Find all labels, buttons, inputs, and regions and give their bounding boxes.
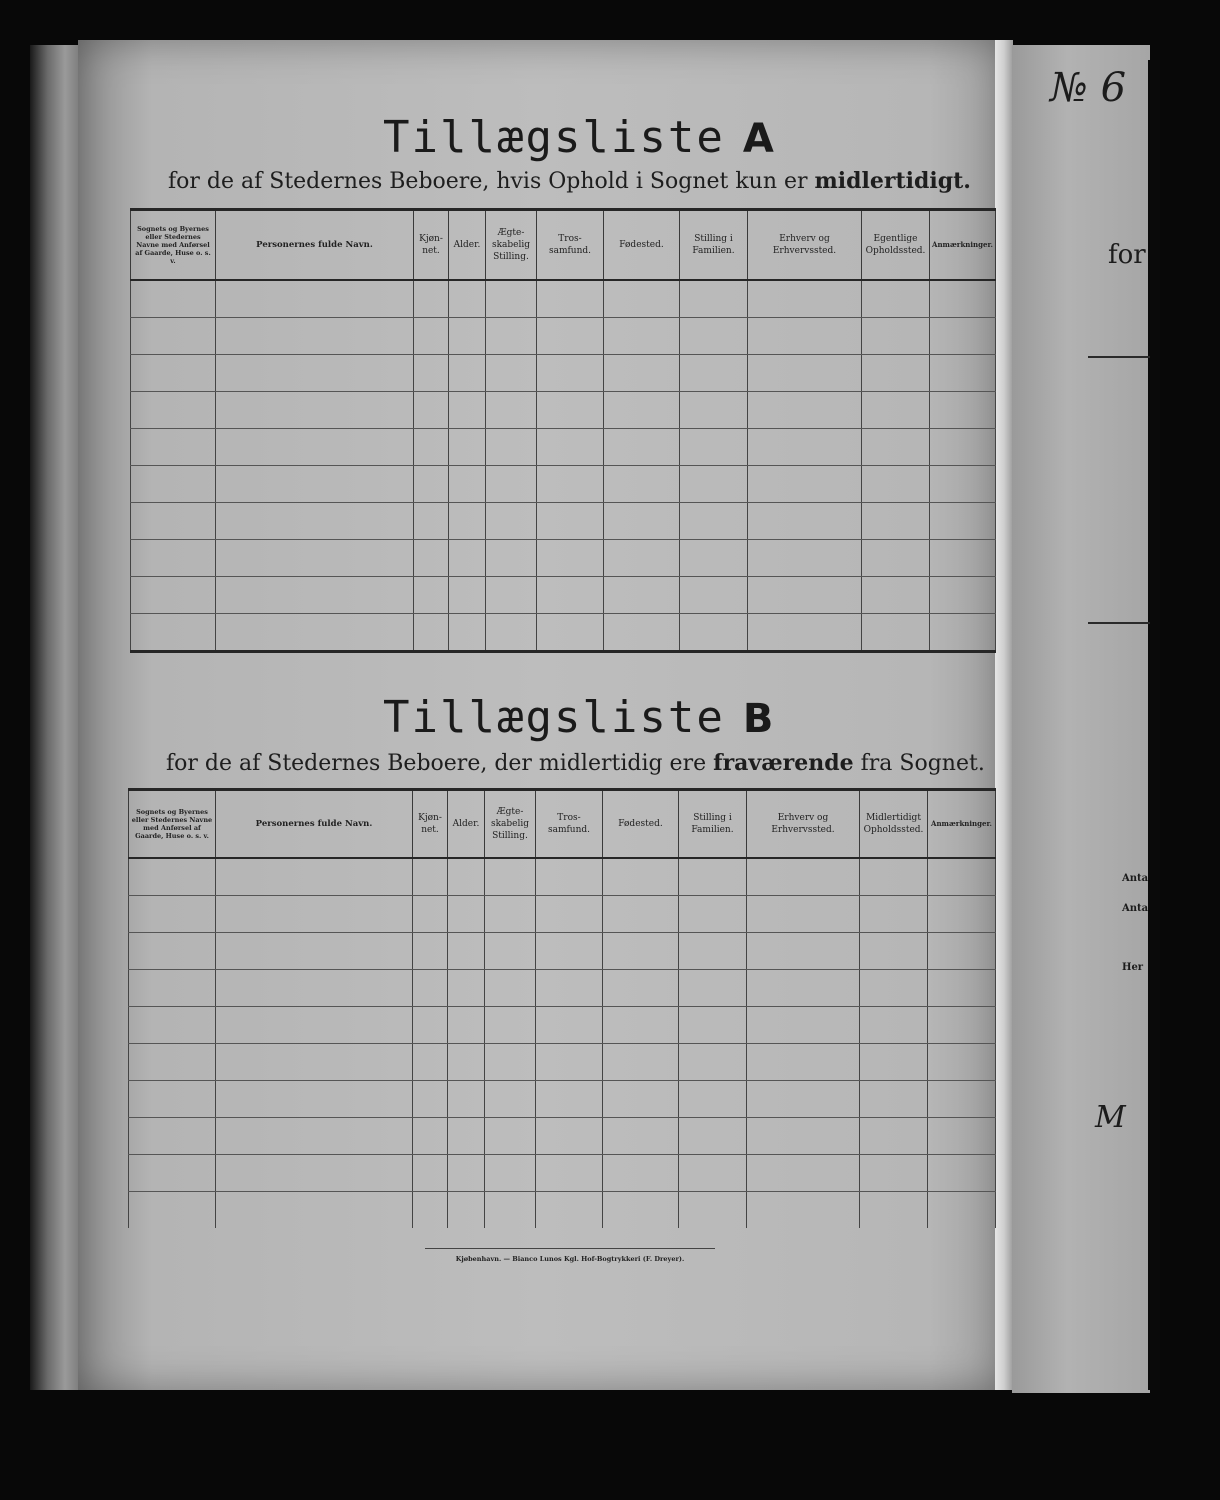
list-b-table-cell [448,1154,485,1191]
list-a-table [130,208,996,653]
list-b-table-cell [603,1117,679,1154]
list-b-table-cell [485,1117,536,1154]
list-a-table-cell [604,576,680,613]
page-gutter [995,40,1013,1390]
col-header-age: Alder. [449,210,486,280]
list-a-table-row [131,576,996,613]
right-page-signature: M [1095,1100,1126,1135]
list-a-table-cell [862,280,930,318]
list-b-table-cell [216,1080,413,1117]
list-a-table-row [131,317,996,354]
list-a-table-cell [414,502,449,539]
list-b-table-cell [860,1117,928,1154]
list-b-table-cell [129,858,216,896]
col-header-place: Sognets og Byernes eller Stedernes Navne med Anførsel af Gaarde, Huse o. s. v. [129,790,216,858]
list-b-table-cell [928,895,996,932]
list-b-table-cell [216,858,413,896]
list-b-table-cell [536,1080,603,1117]
list-a-table-cell [486,280,537,318]
list-b-table-cell [485,1191,536,1228]
list-a-table-cell [680,317,748,354]
list-a-table-cell [680,465,748,502]
col-header-family-position: Stilling i Familien. [679,790,747,858]
list-b-table-cell [129,969,216,1006]
list-b-table-cell [679,858,747,896]
list-b-table-cell [747,969,860,1006]
list-b-table-cell [448,1080,485,1117]
list-a-title-text: Tillægsliste [383,112,725,163]
list-b-table-cell [413,1117,448,1154]
list-b-table-cell [860,1080,928,1117]
list-a-table-cell [414,354,449,391]
list-b-table-cell [216,1006,413,1043]
right-page-edge [1148,60,1160,1390]
list-a-table-cell [748,280,862,318]
list-a-table-cell [537,317,604,354]
list-b-title-text: Tillægsliste [383,692,725,743]
list-a-table-cell [449,317,486,354]
list-b-table-cell [536,895,603,932]
list-a-table-row [131,391,996,428]
list-a-table-cell [604,502,680,539]
list-a-table-cell [131,391,216,428]
list-a-table-cell [680,391,748,428]
list-a-table-cell [414,280,449,318]
list-b-table-cell [928,1154,996,1191]
list-a-table-cell [680,576,748,613]
list-b-table-cell [860,932,928,969]
list-b-table-row [129,858,996,896]
list-a-table-cell [604,280,680,318]
list-a-table-cell [930,391,996,428]
list-a-table-cell [216,465,414,502]
list-b-table-cell [448,858,485,896]
list-a-table-cell [216,428,414,465]
list-b-table-cell [536,858,603,896]
list-a-table-cell [604,465,680,502]
list-a-table-cell [449,354,486,391]
list-a-table-row [131,613,996,651]
list-b-table-cell [603,969,679,1006]
list-b-table-cell [603,858,679,896]
list-a-table-cell [862,354,930,391]
list-a-table-cell [414,576,449,613]
col-header-full-name: Personernes fulde Navn. [216,790,413,858]
list-b-table-cell [485,1080,536,1117]
list-b-table-cell [747,1117,860,1154]
list-a-table-cell [449,539,486,576]
list-b-table-cell [413,895,448,932]
list-b-table-cell [928,1191,996,1228]
col-header-residence: Egentlige Opholdssted. [862,210,930,280]
list-a-table-cell [414,317,449,354]
list-a-table-cell [131,502,216,539]
list-b-table-cell [448,1117,485,1154]
col-header-age: Alder. [448,790,485,858]
list-a-subtitle [168,168,971,194]
list-a-table-cell [449,576,486,613]
right-page-rule-1 [1088,356,1150,358]
list-a-table-cell [930,613,996,651]
list-a-table-cell [930,539,996,576]
list-b-letter: B [742,696,776,742]
list-a-table-cell [486,613,537,651]
list-b-table-cell [216,1117,413,1154]
list-a-table-row [131,539,996,576]
list-b-table-cell [679,1154,747,1191]
list-b-table-cell [860,1043,928,1080]
list-a-table-cell [449,502,486,539]
list-a-table-cell [216,613,414,651]
list-b-table-cell [860,1191,928,1228]
list-a-table-cell [449,391,486,428]
list-b-table-cell [485,1043,536,1080]
list-a-table-cell [604,539,680,576]
list-a-table-cell [862,502,930,539]
list-b-table [128,788,996,1228]
list-b-table-cell [928,932,996,969]
list-a-table-cell [486,428,537,465]
list-a-table-cell [537,354,604,391]
list-b-table-cell [747,1154,860,1191]
list-b-table-cell [679,1043,747,1080]
list-b-table-cell [129,1154,216,1191]
list-a-table-cell [131,280,216,318]
list-a-table-cell [537,613,604,651]
list-a-table-row [131,502,996,539]
col-header-family-position: Stilling i Familien. [680,210,748,280]
list-b-table-cell [485,895,536,932]
list-b-table-cell [536,932,603,969]
list-a-table-cell [537,576,604,613]
list-a-title [383,112,776,163]
list-b-table-cell [603,1154,679,1191]
list-b-table-cell [216,1043,413,1080]
list-a-table-cell [486,391,537,428]
list-b-table-cell [536,1043,603,1080]
list-b-table-row [129,1154,996,1191]
list-a-table-cell [862,391,930,428]
col-header-sex: Kjøn-net. [413,790,448,858]
right-page-for-text: for [1108,240,1146,270]
list-b-table-row [129,1080,996,1117]
list-b-body [129,858,996,1228]
list-b-table-cell [129,932,216,969]
list-a-table-cell [131,317,216,354]
list-b-table-cell [129,1117,216,1154]
list-a-table-cell [604,354,680,391]
book-spine [30,45,80,1390]
list-a-table-cell [930,502,996,539]
list-a-table-cell [131,354,216,391]
list-a-table-row [131,428,996,465]
list-a-table-row [131,280,996,318]
list-b-table-row [129,1043,996,1080]
list-b-table-cell [413,1191,448,1228]
list-a-table-cell [930,465,996,502]
list-a-table-cell [131,539,216,576]
col-header-temporary-residence: Midlertidigt Opholdssted. [860,790,928,858]
list-a-table-cell [216,502,414,539]
list-a-table-cell [216,391,414,428]
list-a-table-cell [680,502,748,539]
list-a-table-cell [486,354,537,391]
list-b-header-row [129,790,996,858]
list-a-table-cell [216,539,414,576]
list-b-table-cell [928,1043,996,1080]
list-a-table-cell [680,613,748,651]
list-b-subtitle-bold: fraværende [713,750,854,776]
list-a-table-row [131,465,996,502]
list-b-table-cell [536,1154,603,1191]
list-a-table-cell [604,391,680,428]
list-a-table-cell [537,391,604,428]
list-b-table-cell [448,932,485,969]
right-page-label-3: Her [1122,962,1144,973]
list-b-table-row [129,895,996,932]
right-page-label-2: Anta [1122,903,1149,914]
list-a-table-cell [449,613,486,651]
list-a-table-cell [930,428,996,465]
list-b-subtitle-text: for de af Stedernes Beboere, der midlertidig ere [166,751,714,776]
list-b-table-row [129,969,996,1006]
list-a-table-cell [414,391,449,428]
list-a-table-cell [486,317,537,354]
list-b-table-cell [485,1006,536,1043]
list-b-table-cell [216,895,413,932]
list-b-table-cell [485,969,536,1006]
list-b-table-cell [603,932,679,969]
list-b-table-cell [413,1154,448,1191]
list-a-table-cell [414,613,449,651]
list-b-table-cell [485,858,536,896]
col-header-full-name: Personernes fulde Navn. [216,210,414,280]
list-b-table-cell [860,1154,928,1191]
list-a-table-cell [748,354,862,391]
list-b-table-cell [536,1117,603,1154]
list-b-table-cell [536,1006,603,1043]
list-a-table-cell [862,613,930,651]
list-a-table-cell [131,576,216,613]
list-b-table-cell [448,1043,485,1080]
list-b-table-row [129,932,996,969]
list-b-table-cell [448,1191,485,1228]
list-a-table-cell [862,428,930,465]
list-a-subtitle-text: for de af Stedernes Beboere, hvis Ophold i Sognet kun er [168,169,815,194]
col-header-religion: Tros-samfund. [537,210,604,280]
list-b-table-cell [129,1191,216,1228]
list-b-table-cell [679,1117,747,1154]
list-b-table-cell [603,1191,679,1228]
list-a-table-cell [748,428,862,465]
list-a-table-cell [748,317,862,354]
col-header-remarks: Anmærkninger. [928,790,996,858]
list-b-table-cell [860,895,928,932]
list-b-table-cell [860,969,928,1006]
list-b-title [383,692,775,743]
list-a-table-cell [131,465,216,502]
list-a-table-cell [131,428,216,465]
list-b-table-cell [747,1080,860,1117]
list-b-table-cell [129,1080,216,1117]
list-b-table-cell [747,895,860,932]
list-a-table-cell [414,539,449,576]
list-a-table-cell [930,280,996,318]
list-a-table-cell [216,576,414,613]
list-a-table-cell [604,317,680,354]
list-b-table-cell [448,895,485,932]
list-b-table-cell [413,1006,448,1043]
list-b-table-row [129,1117,996,1154]
list-b-table-cell [216,1191,413,1228]
list-a-body [131,280,996,652]
list-a-table-cell [930,576,996,613]
list-a-table-cell [537,539,604,576]
list-a-table-cell [449,280,486,318]
list-a-table-cell [930,354,996,391]
col-header-marital-status: Ægte-skabelig Stilling. [485,790,536,858]
list-b-table-cell [679,1191,747,1228]
list-a-table-cell [486,465,537,502]
list-b-table-cell [413,969,448,1006]
col-header-remarks: Anmærkninger. [930,210,996,280]
col-header-marital-status: Ægte-skabelig Stilling. [486,210,537,280]
list-b-table-cell [413,932,448,969]
list-a-table-cell [748,539,862,576]
list-a-table-cell [862,317,930,354]
list-a-table-cell [748,502,862,539]
list-b-table-cell [485,932,536,969]
list-b-table-cell [216,1154,413,1191]
list-b-table-cell [216,932,413,969]
list-a-header-row [131,210,996,280]
printer-imprint: Kjøbenhavn. — Bianco Lunos Kgl. Hof-Bogtrykkeri (F. Dreyer). [425,1248,715,1263]
right-page-number: № 6 [1050,65,1127,111]
right-page-rule-2 [1088,622,1150,624]
list-a-table-cell [604,613,680,651]
list-b-table-cell [747,1006,860,1043]
list-b-table-cell [603,1006,679,1043]
list-b-table-cell [928,1117,996,1154]
list-a-table-row [131,354,996,391]
list-b-table-cell [603,895,679,932]
list-a-letter: A [742,116,776,162]
list-b-subtitle [166,750,985,776]
list-a-table-cell [604,428,680,465]
list-b-table-cell [129,895,216,932]
list-b-table-cell [747,1191,860,1228]
list-a-table-cell [537,465,604,502]
col-header-birthplace: Fødested. [604,210,680,280]
list-a-table-cell [216,317,414,354]
list-b-table-row [129,1006,996,1043]
list-a-subtitle-bold: midlertidigt. [814,168,971,194]
list-b-table-cell [928,1006,996,1043]
col-header-occupation: Erhverv og Erhvervssted. [747,790,860,858]
list-a-table-cell [216,280,414,318]
list-b-table-cell [747,858,860,896]
list-b-table-cell [679,969,747,1006]
list-b-table-cell [448,1006,485,1043]
list-b-table-cell [928,1080,996,1117]
col-header-sex: Kjøn-net. [414,210,449,280]
list-b-table-cell [679,932,747,969]
list-b-table-cell [747,1043,860,1080]
list-a-table-cell [930,317,996,354]
list-b-table-cell [536,1191,603,1228]
list-a-table-cell [537,502,604,539]
list-a-table-cell [862,576,930,613]
list-a-table-cell [680,428,748,465]
col-header-birthplace: Fødested. [603,790,679,858]
list-b-table-cell [216,969,413,1006]
list-b-table-cell [129,1006,216,1043]
list-a-table-cell [680,539,748,576]
list-b-table-cell [860,1006,928,1043]
list-a-table-cell [748,613,862,651]
list-b-table-cell [679,1080,747,1117]
list-b-table-cell [413,858,448,896]
list-a-table-cell [486,502,537,539]
col-header-place: Sognets og Byernes eller Stedernes Navne med Anførsel af Gaarde, Huse o. s. v. [131,210,216,280]
list-b-table-cell [679,895,747,932]
list-b-table-cell [928,858,996,896]
list-a-table-cell [486,576,537,613]
list-a-table-cell [862,539,930,576]
list-a-table-cell [537,280,604,318]
list-a-table-cell [748,576,862,613]
col-header-occupation: Erhverv og Erhvervssted. [748,210,862,280]
right-page-label-1: Anta [1122,873,1149,884]
list-b-table-cell [860,858,928,896]
list-a-table-cell [680,354,748,391]
list-a-table-cell [414,465,449,502]
list-a-table-cell [680,280,748,318]
list-a-table-cell [862,465,930,502]
list-b-table-cell [928,969,996,1006]
list-b-table-cell [536,969,603,1006]
col-header-religion: Tros-samfund. [536,790,603,858]
list-a-table-cell [486,539,537,576]
list-b-table-cell [413,1043,448,1080]
list-a-table-cell [414,428,449,465]
list-b-table-cell [129,1043,216,1080]
list-b-subtitle-end: fra Sognet. [853,751,985,776]
list-b-table-cell [679,1006,747,1043]
list-a-table-cell [748,391,862,428]
list-b-table-cell [747,932,860,969]
list-a-table-cell [449,428,486,465]
list-b-table-cell [603,1080,679,1117]
list-b-table-cell [413,1080,448,1117]
list-a-table-cell [537,428,604,465]
list-a-table-cell [449,465,486,502]
list-a-table-cell [131,613,216,651]
list-b-table-cell [485,1154,536,1191]
list-b-table-cell [448,969,485,1006]
list-a-table-cell [216,354,414,391]
list-b-table-row [129,1191,996,1228]
list-b-table-cell [603,1043,679,1080]
list-a-table-cell [748,465,862,502]
